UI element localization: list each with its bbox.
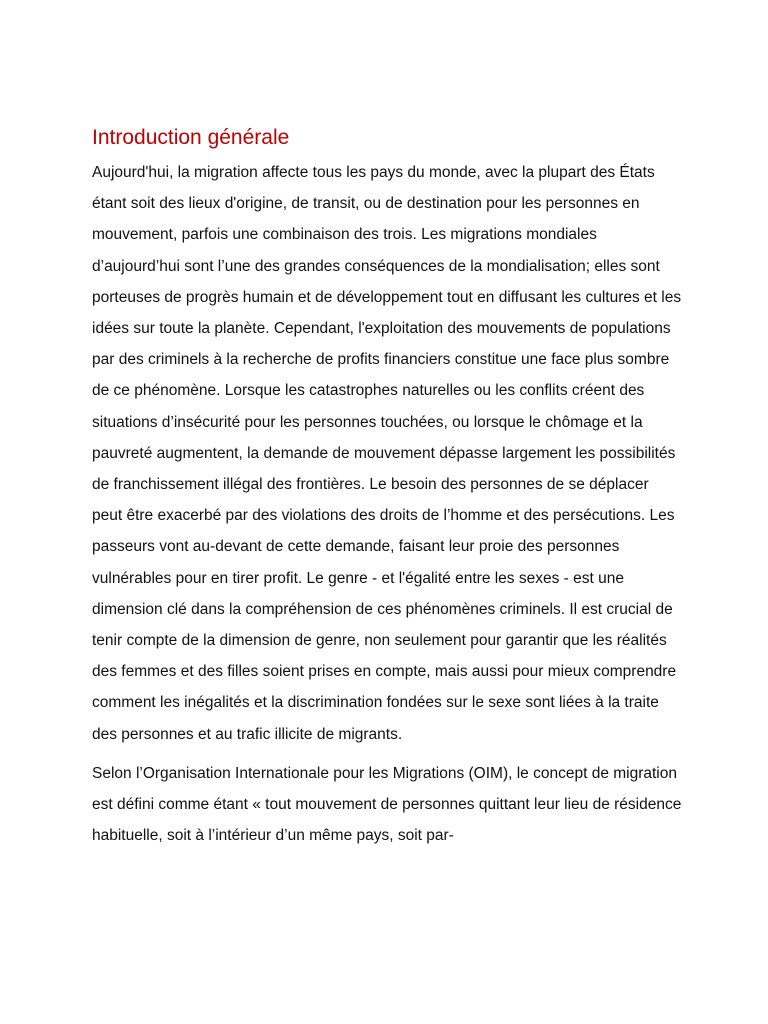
document-body: [92, 124, 682, 859]
section-heading: Introduction générale: [92, 126, 290, 149]
paragraph-definition: Selon l’Organisation Internationale pour les Migrations (OIM), le concept de migration est défini comme étant « tout mouvement de personnes quittant leur lieu de résidence habituelle, soit à l’intérieur d’un même pays, soit par-: [92, 764, 682, 845]
paragraph-introduction: Aujourd'hui, la migration affecte tous les pays du monde, avec la plupart des États étant soit des lieux d'origine, de transit, ou de destination pour les personnes en mouvement, parfois une combinaison des trois. Les migrations mondiales d’aujourd’hui sont l’une des grandes conséquences de la mondialisation; elles sont porteuses de progrès humain et de développement tout en diffusant les cultures et les idées sur toute la planète. Cependant, l'exploitation des mouvements de populations par des criminels à la recherche de profits financiers constitue une face plus sombre de ce phénomène. Lorsque les catastrophes naturelles ou les conflits créent des situations d’insécurité pour les personnes touchées, ou lorsque le chômage et la pauvreté augmentent, la demande de mouvement dépasse largement les possibilités de franchissement illégal des frontières. Le besoin des personnes de se déplacer peut être exacerbé par des violations des droits de l’homme et des persécutions. Les passeurs vont au-devant de cette demande, faisant leur proie des personnes vulnérables pour en tirer profit. Le genre - et l'égalité entre les sexes - est une dimension clé dans la compréhension de ces phénomènes criminels. Il est crucial de tenir compte de la dimension de genre, non seulement pour garantir que les réalités des femmes et des filles soient prises en compte, mais aussi pour mieux comprendre comment les inégalités et la discrimination fondées sur le sexe sont liées à la traite des personnes et au trafic illicite de migrants.: [92, 164, 682, 743]
